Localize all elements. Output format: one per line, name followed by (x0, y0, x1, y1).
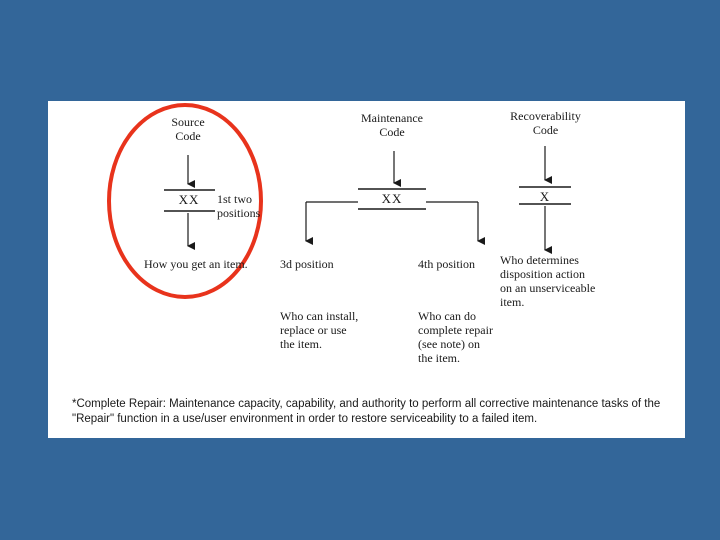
recoverability-code-value: X (539, 189, 551, 204)
maintenance-code-title: Maintenance Code (361, 111, 423, 139)
recoverability-desc: Who determines disposition action on an unserviceable item. (500, 253, 596, 309)
maintenance-code-value: XX (381, 191, 403, 206)
recoverability-code-title: Recoverability Code (510, 109, 581, 137)
source-code-positions: 1st two positions (217, 192, 261, 220)
maintenance-third-desc: Who can install, replace or use the item. (280, 309, 359, 351)
maintenance-fourth-position: 4th position (418, 257, 476, 271)
complete-repair-footnote: *Complete Repair: Maintenance capacity, capability, and authority to perform all corrective maintenance tasks of the "Repair" function in a use/user environment in order to restore serviceability to a failed item. (72, 398, 661, 425)
diagram-panel (48, 101, 685, 438)
maintenance-fourth-desc: Who can do complete repair (see note) on the item. (418, 309, 493, 365)
source-code-title: Source Code (171, 115, 205, 143)
source-code-result: How you get an item. (144, 257, 248, 271)
source-code-value: XX (178, 192, 200, 207)
maintenance-third-position: 3d position (280, 257, 334, 271)
